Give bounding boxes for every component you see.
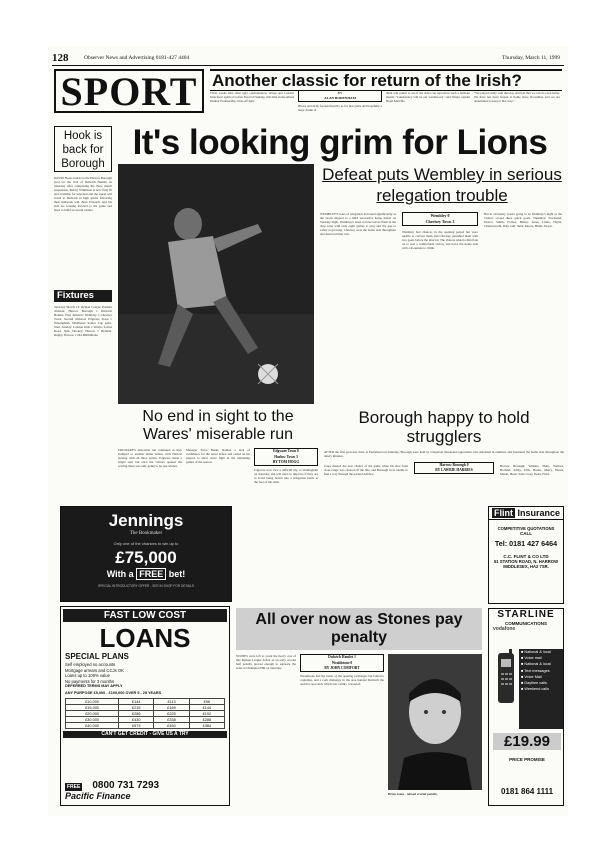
loans-table-row <box>66 723 225 729</box>
stones-score-1: Dulwich Hamlet 1 <box>328 655 356 659</box>
loans-table-cell: £286 <box>119 711 154 717</box>
loans-table-cell: £450 <box>154 723 189 729</box>
main-score-box <box>402 212 478 226</box>
loans-table-cell: £30,000 <box>66 717 119 723</box>
borough-col3: Harrow Borough: Wilkins, Hunt, Wallace, Holland, Kirby, Ellis, Butler, Merry, Harris, Marsh, Hook. Subs: Gray, Dean, Field. <box>500 464 564 476</box>
loans-phone[interactable]: 0800 731 7293 <box>92 780 160 791</box>
starline-feature: ■ Weekend calls <box>521 687 549 692</box>
player-caption: Brian Jones - missed crucial penalty. <box>388 792 438 796</box>
starline-features <box>519 649 563 729</box>
stones-col1: STONES were left to count the heavy cost of this Ryman League defeat as an early second half penalty proved enough to separate the sides at Champion Hill on Saturday. <box>236 654 296 670</box>
loans-special: SPECIAL PLANS <box>65 652 129 661</box>
flint-address: 51 STATION ROAD, N. HARROW <box>493 559 559 564</box>
loans-table-cell: £113 <box>154 699 189 705</box>
main-col3: But in obviously wasn't going to be Wembley's night as the visitors scored three quick goals. Wembley: Townsend, Pearce, Smith, Forbes, Bailey, Jones, Lindo, Hoyle, Charlesworth, Daly, Gill. Subs: Moore, Hinds, Doyle. <box>484 212 562 228</box>
flint-phone[interactable]: Tel: 0181 427 6464 <box>494 539 558 548</box>
jennings-free: FREE <box>136 568 166 580</box>
starline-feature: ■ National & local <box>521 662 551 667</box>
borough-headline: Borough happy to hold strugglers <box>358 408 530 446</box>
score-line-2: Chertsey Town 3 <box>425 219 455 224</box>
flint-town: MIDDLESEX, HA2 7SR. <box>503 564 549 569</box>
section-title: SPORT <box>60 69 198 114</box>
top-story-byline-box <box>298 90 382 102</box>
newspaper-page <box>48 46 568 816</box>
loans-table-cell: £192 <box>189 711 224 717</box>
wares-byline: BY TOM HOGG <box>272 460 300 464</box>
borough-col2: Jones missed the best chance of the game when his shot from close range was cleared off the line, and Borough were unable to find a way through the packed defence. <box>324 464 408 476</box>
loans-table-header: ANY PURPOSE £5,000 - £100,000 OVER 5 - 25 YEARS <box>65 691 162 696</box>
top-story-col3: them will return to see if the sides can reproduce such a brilliant match. "Consistency will be our watchword," said Wasps captain Nigel Melville. <box>386 91 470 103</box>
footballer-photo-icon <box>118 164 314 404</box>
wares-score-box <box>254 448 318 466</box>
main-story <box>320 164 564 404</box>
loans-table <box>65 698 225 729</box>
player-portrait-icon <box>388 654 482 790</box>
top-story-col2: Blows and strife focused heavily as for that game and hopefully a large chunk of <box>298 104 382 112</box>
side-story-text: DAVID Hook returns to the Harrow Borough pool for the visit of Dulwich Hamlet on Saturday after completing his three match suspension. Bobby Wilkinson is now fully fit and available for selection and the squad will travel to Dulwich in high spirits following their midweek win. Boss Edwards said his side are looking forward to the game and hope to build on recent results. <box>54 176 112 212</box>
loans-bullet: No payments for 3 months <box>65 678 115 684</box>
borough-score-1: Harrow Borough 0 <box>439 463 469 467</box>
starline-phone[interactable]: 0181 864 1111 <box>500 787 554 796</box>
fixtures-title: Fixtures <box>54 290 112 302</box>
jennings-free-bet <box>61 568 231 580</box>
loans-bullet: Self employed no accounts <box>65 662 116 667</box>
side-story <box>54 126 112 376</box>
loans-table-cell: £430 <box>119 717 154 723</box>
jennings-bet: bet! <box>168 569 186 579</box>
jennings-with: With a <box>106 569 134 579</box>
mobile-phone-icon <box>495 649 517 705</box>
wares-headline: No end in sight to the Wares' miserable run <box>142 408 294 443</box>
loans-title: LOANS <box>99 623 191 653</box>
starline-sub: COMMUNICATIONS <box>505 621 547 626</box>
jennings-offer-line: Only one of the chances to win up to <box>113 541 179 546</box>
loans-table-cell: £573 <box>119 723 154 729</box>
loans-phone-row <box>65 775 227 789</box>
starline-feature: ■ Voice mail <box>521 656 542 661</box>
stones-headline: All over now as Stones pay penalty <box>236 608 482 650</box>
loans-table-cell: £40,000 <box>66 723 119 729</box>
starline-price-label: PRICE PROMISE <box>509 757 545 762</box>
main-headline-text: It's looking grim for Lions <box>132 123 548 162</box>
flint-tagline: COMPETITIVE QUOTATIONS <box>497 526 555 531</box>
loans-strap: FAST LOW COST <box>63 609 227 622</box>
loans-company: Pacific Finance <box>65 791 131 801</box>
issue-date: Thursday, March 11, 1999 <box>502 55 560 61</box>
stones-story <box>236 608 482 806</box>
loans-table-cell: £144 <box>189 705 224 711</box>
page-number: 128 <box>52 52 69 64</box>
borough-intro: AFTER the first goal-less draw at Earlsmead on Saturday, Borough were held by relegation threatened opposition who defended in numbers and frustrated the home side throughout the ninety minutes. <box>324 450 564 458</box>
stones-score-box <box>300 654 384 672</box>
loans-table-cell: £20,000 <box>66 711 119 717</box>
match-photo <box>118 164 314 404</box>
loans-table-cell: £288 <box>189 717 224 723</box>
jennings-subtitle: The Bookmaker <box>129 531 163 536</box>
starline-feature: ■ Voice Mail <box>521 674 542 679</box>
main-subhead: Defeat puts Wembley in serious relegation trouble <box>322 165 562 205</box>
starline-name: STARLINE <box>497 609 555 620</box>
starline-ad <box>488 608 564 806</box>
loans-bullet: Mortgage arrears and CCJs OK <box>65 667 124 673</box>
flint-company: C.C. FLINT & CO LTD <box>503 554 549 559</box>
borough-score-box <box>414 462 494 474</box>
top-story-headline: Another classic for return of the Irish? <box>210 69 562 91</box>
loans-table-cell: £384 <box>189 723 224 729</box>
loans-table-cell: £10,000 <box>66 699 119 705</box>
wares-story <box>118 408 318 500</box>
borough-story <box>324 408 564 500</box>
score-line-1: Wembley 0 <box>430 213 450 218</box>
main-headline <box>118 124 562 164</box>
wares-score-2: Harlow Town 3 <box>274 454 298 459</box>
loans-table-cell: £169 <box>154 705 189 711</box>
fixtures-text: Saturday March 13: Ryman League Premier division: Harrow Borough v Dulwich Hamlet. First division: Wembley v Chertsey Town. Second division: Edgware Town v Wokingham. Middlesex Senior Cup semi-final. Sunday: London Irish v Wasps, Loftus Road, 3pm. Hockey: Harrow v Hendon. Rugby: Harrow v Old Millhillians. <box>54 305 112 337</box>
loans-table-cell: £96 <box>189 699 224 705</box>
top-story-col4: "We played really well that day and feel that we can do even better. We have not been beaten at home since November and we are determined to keep it that way." <box>474 91 560 103</box>
main-col1: WEMBLEY'S fears of relegation increased significantly as the Lions slipped to a third successive home defeat on Tuesday night. Wembley's latest reverse leaves them in the drop zone with only eight games to play and the gap to safety is growing. Chertsey were the better side throughout and deserved their win. <box>320 212 396 236</box>
jennings-name: Jennings <box>108 511 184 530</box>
starline-feature: ■ Daytime calls <box>521 681 547 686</box>
wares-col3: Edgware now face a difficult trip to Wokingham on Saturday and will need to improve if they are to avoid being drawn into a relegation battle at the foot of the table. <box>254 468 318 484</box>
stones-score-2: Wealdstone 0 <box>331 660 353 665</box>
byline: ALAN BODENHAM <box>324 95 356 100</box>
starline-network: vodafone <box>493 626 516 632</box>
wares-score-1: Edgware Town 0 <box>273 449 299 453</box>
flint-title <box>489 507 563 520</box>
top-story-intro: TWO weeks after their ugly confrontation, Wasps and London Irish meet again at Loftus Road on Sunday, this time in the Allied Dunbar Premiership, kick-off 3pm. <box>210 91 294 103</box>
starline-price: £19.99 <box>493 733 561 750</box>
flint-call: CALL <box>520 531 532 536</box>
paper-name: Observer News and Advertising 0181-427 4404 <box>84 55 190 61</box>
loans-ad <box>60 606 230 806</box>
main-col2: Wembley had chances in the opening period but were unable to convert them and Chertsey punished them with two goals before the interval. The visitors added a third late on to seal a comfortable victory and leave the home side with a mountain to climb. <box>402 230 478 250</box>
stones-col2: Wealdstone had the better of the opening exchanges but failed to capitalise, and a rash challenge in the area handed Dulwich the decisive spot-kick which was calmly converted. <box>300 674 384 686</box>
flint-name2: Insurance <box>517 508 561 518</box>
jennings-small-print: SPECIAL INTRODUCTORY OFFER - SEE IN SHOP FOR DETAILS <box>97 584 195 588</box>
starline-feature: ■ National & local <box>521 650 551 654</box>
flint-insurance-ad <box>488 506 564 604</box>
byline-prefix: BY <box>337 91 343 95</box>
sport-section-box <box>54 69 204 113</box>
player-photo <box>388 654 482 790</box>
side-story-headline: Hook is back for Borough <box>54 126 112 172</box>
top-story <box>210 69 562 123</box>
starline-feature: ■ Text messages <box>521 668 550 673</box>
jennings-ad <box>60 506 232 602</box>
loans-deferred: DEFERRED TERMS MAY APPLY <box>65 684 123 689</box>
jennings-amount: £75,000 <box>115 548 177 567</box>
loans-credit: CAN'T GET CREDIT - GIVE US A TRY <box>63 731 227 738</box>
loans-table-cell: £338 <box>154 717 189 723</box>
stones-byline: BY JOHN COMFORT <box>324 666 360 670</box>
borough-byline: BY LAWRIE HARRIES <box>435 468 473 473</box>
wares-col2: Manager Steve Banks blamed a lack of confidence for the latest defeat and called on his players to show more fight in the remaining games of the season. <box>186 448 250 464</box>
loans-table-cell: £225 <box>154 711 189 717</box>
loans-table-cell: £144 <box>119 699 154 705</box>
loans-table-cell: £15,000 <box>66 705 119 711</box>
flint-name: Flint <box>493 508 513 518</box>
loans-table-cell: £215 <box>119 705 154 711</box>
loans-bullets <box>61 662 229 684</box>
masthead <box>52 52 564 64</box>
loans-bullet: Loans up to 100% value <box>65 673 110 679</box>
wares-col1: EDGWARE'S miserable run continued as they slumped to another home defeat, with Harlow leaving with all three points. Edgware made a bright start but once the visitors opened the scoring there was only going to be one winner. <box>118 448 182 468</box>
loans-free-label: FREE <box>67 784 81 790</box>
